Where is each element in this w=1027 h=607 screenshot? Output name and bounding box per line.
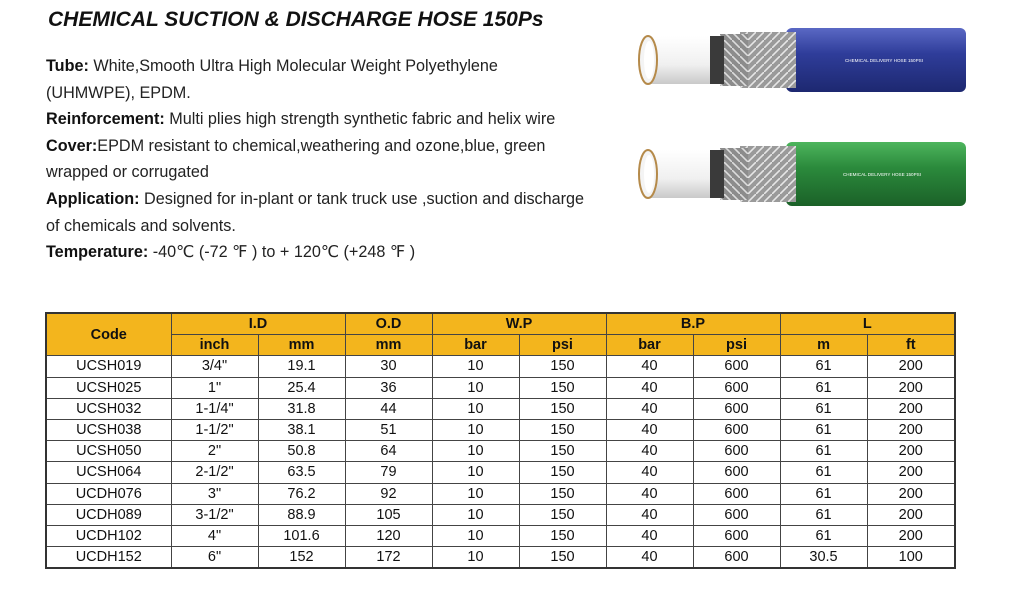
cell-bp-bar: 40 (606, 504, 693, 525)
cell-od-mm: 105 (345, 504, 432, 525)
cell-bp-bar: 40 (606, 483, 693, 504)
table-row (46, 525, 955, 546)
table-row (46, 462, 955, 483)
cell-code: UCDH089 (46, 504, 171, 525)
cell-id-mm: 19.1 (258, 356, 345, 377)
cell-wp-psi: 150 (519, 441, 606, 462)
description-application (46, 186, 586, 239)
cell-id-inch: 6" (171, 547, 258, 569)
application-label: Application: (46, 189, 140, 208)
cell-wp-psi: 150 (519, 377, 606, 398)
page-title: CHEMICAL SUCTION & DISCHARGE HOSE 150Ps (48, 8, 544, 31)
description-reinforcement (46, 106, 586, 133)
spec-table (45, 312, 956, 569)
header-od: O.D (345, 313, 432, 335)
table-row (46, 377, 955, 398)
reinforcement-text: Multi plies high strength synthetic fabric and helix wire (164, 110, 556, 129)
cell-l-ft: 200 (867, 462, 955, 483)
cell-l-m: 61 (780, 462, 867, 483)
cell-od-mm: 79 (345, 462, 432, 483)
cell-l-m: 61 (780, 356, 867, 377)
cell-code: UCSH038 (46, 419, 171, 440)
cell-wp-bar: 10 (432, 525, 519, 546)
cell-id-inch: 3-1/2" (171, 504, 258, 525)
header-group-row (46, 313, 955, 335)
cell-l-ft: 200 (867, 483, 955, 504)
cell-id-mm: 31.8 (258, 398, 345, 419)
cell-id-inch: 1-1/2" (171, 419, 258, 440)
cover-label: Cover: (46, 136, 98, 155)
cell-wp-psi: 150 (519, 356, 606, 377)
cell-code: UCDH076 (46, 483, 171, 504)
table-row (46, 398, 955, 419)
cell-wp-psi: 150 (519, 547, 606, 569)
cell-code: UCSH032 (46, 398, 171, 419)
table-row (46, 441, 955, 462)
header-bp: B.P (606, 313, 780, 335)
cell-bp-psi: 600 (693, 462, 780, 483)
cover-text: EPDM resistant to chemical,weathering and ozone,blue, green wrapped or corrugated (46, 136, 546, 182)
table-row (46, 547, 955, 569)
cell-bp-psi: 600 (693, 419, 780, 440)
cell-wp-psi: 150 (519, 398, 606, 419)
cell-id-mm: 76.2 (258, 483, 345, 504)
header-unit-row (46, 335, 955, 356)
cell-id-inch: 1" (171, 377, 258, 398)
cell-bp-psi: 600 (693, 398, 780, 419)
cell-wp-bar: 10 (432, 504, 519, 525)
cell-id-mm: 50.8 (258, 441, 345, 462)
unit-id-mm: mm (258, 335, 345, 356)
unit-bp-psi: psi (693, 335, 780, 356)
unit-od-mm: mm (345, 335, 432, 356)
reinforcement-label: Reinforcement: (46, 110, 165, 129)
unit-wp-bar: bar (432, 335, 519, 356)
cell-id-mm: 152 (258, 547, 345, 569)
cell-wp-bar: 10 (432, 377, 519, 398)
cell-od-mm: 92 (345, 483, 432, 504)
cell-bp-psi: 600 (693, 377, 780, 398)
cell-l-ft: 200 (867, 441, 955, 462)
cell-id-inch: 3" (171, 483, 258, 504)
cell-bp-psi: 600 (693, 504, 780, 525)
cell-id-mm: 25.4 (258, 377, 345, 398)
cell-wp-bar: 10 (432, 419, 519, 440)
cell-od-mm: 36 (345, 377, 432, 398)
header-l: L (780, 313, 955, 335)
cell-code: UCSH064 (46, 462, 171, 483)
cell-od-mm: 30 (345, 356, 432, 377)
cell-bp-psi: 600 (693, 525, 780, 546)
cell-wp-psi: 150 (519, 419, 606, 440)
cell-bp-bar: 40 (606, 356, 693, 377)
cell-code: UCDH152 (46, 547, 171, 569)
cell-wp-psi: 150 (519, 483, 606, 504)
cell-l-m: 61 (780, 419, 867, 440)
cell-l-ft: 200 (867, 356, 955, 377)
cell-l-m: 61 (780, 377, 867, 398)
cell-bp-bar: 40 (606, 441, 693, 462)
table-row (46, 483, 955, 504)
cell-code: UCSH019 (46, 356, 171, 377)
header-code: Code (46, 313, 171, 356)
unit-wp-psi: psi (519, 335, 606, 356)
description-cover (46, 133, 586, 186)
cell-id-inch: 4" (171, 525, 258, 546)
unit-l-ft: ft (867, 335, 955, 356)
cell-wp-bar: 10 (432, 483, 519, 504)
blue-hose-print: CHEMICAL DELIVERY HOSE 150PSI (844, 58, 924, 63)
green-hose-image (636, 138, 968, 210)
cell-wp-bar: 10 (432, 547, 519, 569)
temperature-label: Temperature: (46, 243, 149, 262)
temperature-text: -40℃ (-72 ℉ ) to + 120℃ (+248 ℉ ) (148, 243, 416, 262)
cell-l-m: 61 (780, 483, 867, 504)
cell-l-m: 61 (780, 398, 867, 419)
cell-bp-bar: 40 (606, 377, 693, 398)
tube-label: Tube: (46, 57, 89, 75)
cell-bp-bar: 40 (606, 547, 693, 569)
cell-wp-bar: 10 (432, 441, 519, 462)
description-temperature (46, 239, 586, 266)
cell-code: UCDH102 (46, 525, 171, 546)
cell-l-ft: 100 (867, 547, 955, 569)
cell-id-mm: 101.6 (258, 525, 345, 546)
cell-wp-bar: 10 (432, 398, 519, 419)
cell-l-ft: 200 (867, 504, 955, 525)
cell-bp-psi: 600 (693, 483, 780, 504)
cell-wp-psi: 150 (519, 504, 606, 525)
header-wp: W.P (432, 313, 606, 335)
tube-text: White,Smooth Ultra High Molecular Weight Polyethylene (UHMWPE), EPDM. (46, 57, 498, 102)
cell-l-m: 61 (780, 504, 867, 525)
cell-wp-psi: 150 (519, 462, 606, 483)
cell-wp-bar: 10 (432, 462, 519, 483)
cell-id-mm: 88.9 (258, 504, 345, 525)
cell-id-mm: 38.1 (258, 419, 345, 440)
table-row (46, 356, 955, 377)
cell-bp-bar: 40 (606, 398, 693, 419)
blue-hose-image (636, 24, 968, 96)
cell-id-inch: 3/4" (171, 356, 258, 377)
unit-l-m: m (780, 335, 867, 356)
cell-od-mm: 44 (345, 398, 432, 419)
cell-id-mm: 63.5 (258, 462, 345, 483)
cell-l-m: 61 (780, 441, 867, 462)
cell-l-m: 61 (780, 525, 867, 546)
cell-bp-bar: 40 (606, 525, 693, 546)
cell-od-mm: 120 (345, 525, 432, 546)
cell-id-inch: 1-1/4" (171, 398, 258, 419)
cell-code: UCSH025 (46, 377, 171, 398)
cell-id-inch: 2" (171, 441, 258, 462)
cell-bp-psi: 600 (693, 547, 780, 569)
application-text: Designed for in-plant or tank truck use ,suction and discharge of chemicals and solvents. (46, 189, 585, 235)
cell-bp-psi: 600 (693, 441, 780, 462)
cell-wp-bar: 10 (432, 356, 519, 377)
table-row (46, 419, 955, 440)
cell-code: UCSH050 (46, 441, 171, 462)
unit-bp-bar: bar (606, 335, 693, 356)
cell-l-ft: 200 (867, 377, 955, 398)
description-tube (46, 53, 586, 106)
header-id: I.D (171, 313, 345, 335)
unit-id-inch: inch (171, 335, 258, 356)
product-description (46, 53, 586, 266)
cell-od-mm: 64 (345, 441, 432, 462)
cell-l-ft: 200 (867, 398, 955, 419)
cell-l-ft: 200 (867, 525, 955, 546)
cell-od-mm: 51 (345, 419, 432, 440)
table-row (46, 504, 955, 525)
cell-bp-bar: 40 (606, 419, 693, 440)
cell-bp-psi: 600 (693, 356, 780, 377)
cell-id-inch: 2-1/2" (171, 462, 258, 483)
green-hose-print: CHEMICAL DELIVERY HOSE 150PSI (842, 172, 922, 177)
cell-l-ft: 200 (867, 419, 955, 440)
cell-wp-psi: 150 (519, 525, 606, 546)
cell-bp-bar: 40 (606, 462, 693, 483)
cell-od-mm: 172 (345, 547, 432, 569)
cell-l-m: 30.5 (780, 547, 867, 569)
